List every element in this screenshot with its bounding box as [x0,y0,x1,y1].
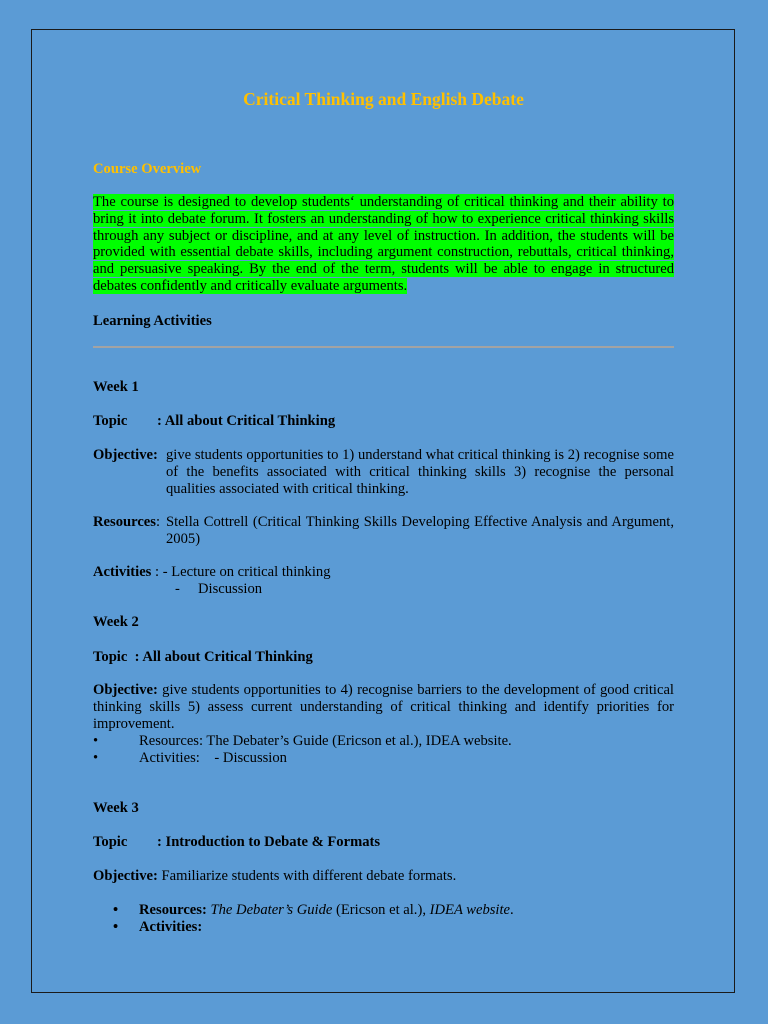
activities-label: Activities [93,564,152,580]
activities-item-2: Discussion [198,581,263,597]
topic-value: : All about Critical Thinking [157,413,336,429]
bullet-marker: • [113,902,119,918]
list-item [113,902,514,919]
week-3-bullet-list [113,902,514,936]
week-2-bullet-activities [93,750,287,767]
resources-colon: : [155,514,161,530]
resources-end: . [510,902,514,918]
week-1-objective [93,447,674,498]
objective-label: Objective: [93,682,158,698]
learning-activities-heading: Learning Activities [93,313,212,329]
week-1-activities [93,564,331,581]
topic-value: : All about Critical Thinking [127,649,313,665]
week-2-bullet-resources [93,733,512,750]
resources-label: Resources [93,514,156,530]
objective-text: Familiarize students with different debate formats. [161,868,457,884]
objective-text: give students opportunities to 4) recognise barriers to the development of good critical thinking skills 5) assess current understanding of critical thinking and identify priorities for improvement. [93,682,674,732]
document-title: Critical Thinking and English Debate [243,89,524,109]
week-1-activities-item-2 [175,581,262,598]
resources-text: Stella Cottrell (Critical Thinking Skills Developing Effective Analysis and Argument, 2005) [166,514,674,547]
objective-label: Objective: [93,447,158,463]
horizontal-divider [93,346,674,348]
resources-authors: (Ericson et al.), [332,902,430,918]
resources-book-title: The Debater’s Guide [210,902,333,918]
objective-text: give students opportunities to 1) understand what critical thinking is 2) recognise some of the benefits associated with critical thinking skills 3) recognise the personal qualities associated with critical thinking. [166,447,674,497]
resources-website: IDEA website [429,902,511,918]
activities-separator: : - [151,564,172,580]
bullet-text: Activities: - Discussion [139,750,287,766]
bullet-marker: • [93,733,99,749]
topic-label: Topic [93,834,128,850]
week-3-objective [93,868,456,885]
activities-item-1: Lecture on critical thinking [171,564,331,580]
topic-label: Topic [93,649,128,665]
objective-label: Objective: [93,868,158,884]
week-1-topic [93,413,335,430]
resources-label: Resources: [139,902,207,918]
course-overview-text: The course is designed to develop students‘ understanding of critical thinking and their ability to bring it into debate forum. It fosters an understanding of how to experience critical thinking skills through any subject or discipline, and at any level of instruction. In addition, the students will be provided with essential debate skills, including argument construction, rebuttals, critical thinking, and persuasive speaking. By the end of the term, students will be able to engage in structured debates confidently and critically evaluate arguments. [93,194,674,294]
topic-label: Topic [93,413,128,429]
week-1-heading: Week 1 [93,379,139,395]
topic-value: : Introduction to Debate & Formats [157,834,381,850]
week-3-heading: Week 3 [93,800,139,816]
list-item [113,919,514,936]
activities-label: Activities: [139,919,203,935]
week-1-resources [93,514,674,548]
bullet-marker: • [93,750,99,766]
week-2-objective [93,682,674,733]
course-overview-paragraph [93,194,674,295]
week-2-topic [93,649,313,666]
course-overview-heading: Course Overview [93,161,202,177]
bullet-text: Resources: The Debater’s Guide (Ericson et al.), IDEA website. [139,733,512,749]
week-3-topic [93,834,380,851]
bullet-marker: • [113,919,119,935]
dash-marker: - [175,581,180,597]
week-2-heading: Week 2 [93,614,139,630]
